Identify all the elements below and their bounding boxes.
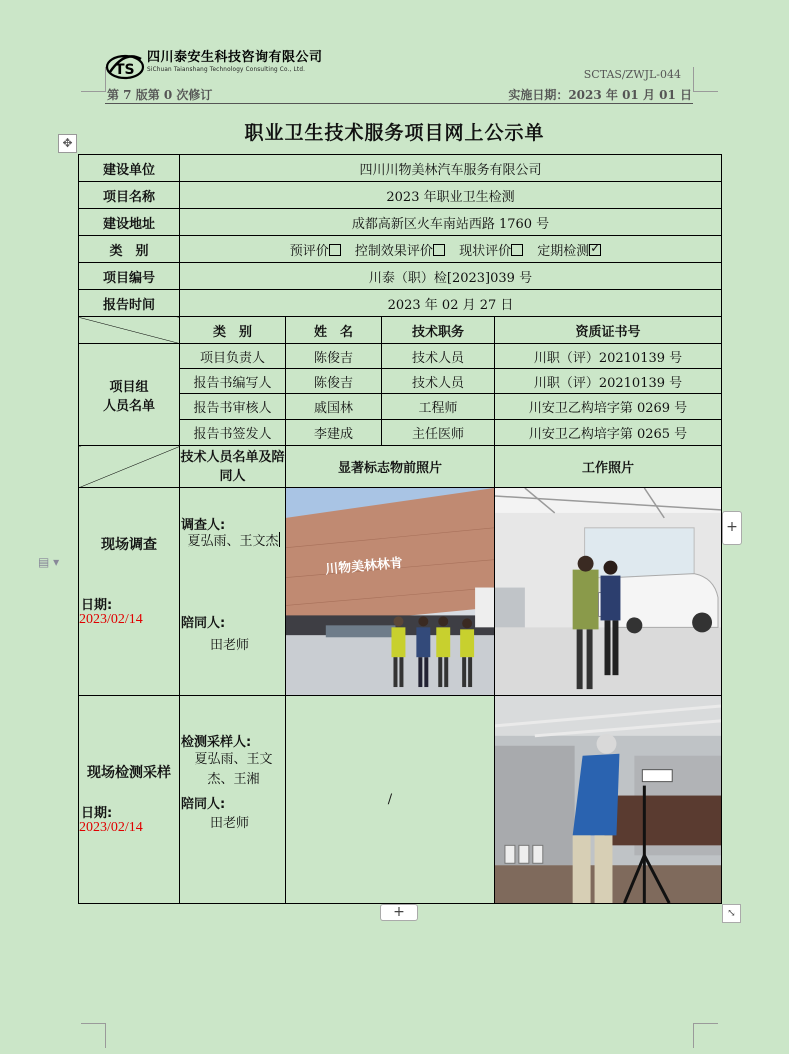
survey-work-photo[interactable] [495, 488, 722, 696]
staff-cert[interactable]: 川安卫乙构培字第 0269 号 [495, 394, 722, 420]
survey-companion-label: 陪同人: [181, 616, 226, 631]
category-label: 类 别 [79, 236, 180, 263]
project-no-value[interactable]: 川泰（职）检[2023]039 号 [180, 263, 722, 290]
photo-header-landmark: 显著标志物前照片 [286, 446, 495, 488]
investigator-label: 调查人: [181, 518, 226, 533]
table-resize-handle-icon[interactable]: ⤡ [722, 904, 741, 923]
svg-text:TS: TS [115, 62, 135, 78]
paste-options-icon[interactable]: ▤ ▾ [38, 555, 60, 569]
crop-mark-bottom-left [81, 1023, 106, 1048]
staff-cert[interactable]: 川职（评）20210139 号 [495, 369, 722, 394]
checkbox-control-eval[interactable] [433, 244, 445, 256]
header-divider [105, 103, 693, 104]
staff-name[interactable]: 李建成 [286, 420, 382, 446]
sampling-staff-cell [180, 696, 286, 904]
company-name-cn: 四川泰安生科技咨询有限公司 [147, 50, 323, 65]
crop-mark-bottom-right [693, 1023, 718, 1048]
storefront-sign-text: 川物美林林肯 [324, 555, 404, 578]
sampler-label: 检测采样人: [181, 735, 252, 751]
sampling-landmark-empty[interactable]: / [286, 696, 495, 904]
project-name-label: 项目名称 [79, 182, 180, 209]
staff-role[interactable]: 报告书签发人 [180, 420, 286, 446]
checkbox-periodic-test[interactable] [589, 244, 601, 256]
staff-group-label: 项目组 人员名单 [79, 344, 180, 446]
address-value[interactable]: 成都高新区火车南站西路 1760 号 [180, 209, 722, 236]
text-cursor [279, 532, 280, 547]
storefront-photo [286, 488, 494, 695]
report-time-value[interactable]: 2023 年 02 月 27 日 [180, 290, 722, 317]
company-logo [105, 50, 323, 82]
survey-date[interactable]: 2023/02/14 [79, 612, 143, 627]
survey-landmark-photo[interactable] [286, 488, 495, 696]
option-periodic-test[interactable]: 定期检测✓ [537, 244, 611, 259]
survey-date-label: 日期: [81, 598, 113, 613]
staff-role[interactable]: 项目负责人 [180, 344, 286, 369]
project-name-value[interactable]: 2023 年职业卫生检测 [180, 182, 722, 209]
unit-label: 建设单位 [79, 155, 180, 182]
survey-label-cell [79, 488, 180, 696]
staff-cert[interactable]: 川安卫乙构培字第 0265 号 [495, 420, 722, 446]
unit-value[interactable]: 四川川物美林汽车服务有限公司 [180, 155, 722, 182]
investigator-names[interactable]: 夏弘雨、王文杰 [187, 534, 279, 549]
staff-title[interactable]: 工程师 [382, 394, 495, 420]
version-text: 第 7 版第 0 次修订 [107, 88, 213, 102]
add-row-button[interactable]: + [380, 904, 418, 921]
staff-header-name: 姓 名 [286, 317, 382, 344]
photo-header-work: 工作照片 [495, 446, 722, 488]
address-label: 建设地址 [79, 209, 180, 236]
staff-title[interactable]: 技术人员 [382, 369, 495, 394]
photo-header-diagonal [79, 446, 180, 488]
staff-title[interactable]: 主任医师 [382, 420, 495, 446]
company-name-en: SiChuan Taianshang Technology Consulting Co., Ltd. [147, 66, 306, 73]
staff-header-title: 技术职务 [382, 317, 495, 344]
sampling-work-photo[interactable] [495, 696, 722, 904]
effective-date: 实施日期：2023 年 01 月 01 日 [508, 88, 692, 102]
report-time-label: 报告时间 [79, 290, 180, 317]
spray-booth-sampling-photo [495, 696, 721, 903]
staff-name[interactable]: 陈俊吉 [286, 369, 382, 394]
garage-inspection-photo [495, 488, 721, 695]
sampling-label: 现场检测采样 [87, 765, 171, 782]
crop-mark-top-right [693, 67, 718, 92]
add-column-button[interactable]: + [722, 511, 742, 545]
category-options [180, 236, 722, 263]
document-number: SCTAS/ZWJL-044 [583, 68, 681, 81]
staff-role[interactable]: 报告书审核人 [180, 394, 286, 420]
survey-label: 现场调查 [101, 537, 157, 553]
staff-role[interactable]: 报告书编写人 [180, 369, 286, 394]
staff-title[interactable]: 技术人员 [382, 344, 495, 369]
survey-staff-cell [180, 488, 286, 696]
logo-icon [105, 50, 145, 82]
survey-companion[interactable]: 田老师 [210, 638, 250, 653]
option-pre-eval[interactable]: 预评价 [290, 244, 351, 259]
option-control-eval[interactable]: 控制效果评价 [355, 244, 455, 259]
publicity-form-table [78, 154, 722, 904]
staff-name[interactable]: 戚国林 [286, 394, 382, 420]
sampling-label-cell [79, 696, 180, 904]
staff-header-role: 类 别 [180, 317, 286, 344]
checkbox-pre-eval[interactable] [329, 244, 341, 256]
option-status-eval[interactable]: 现状评价 [459, 244, 533, 259]
page-title: 职业卫生技术服务项目网上公示单 [244, 122, 545, 144]
staff-header-diagonal [79, 317, 180, 344]
sampler-names[interactable]: 夏弘雨、王文杰、王湘 [194, 752, 273, 788]
staff-header-cert: 资质证书号 [495, 317, 722, 344]
crop-mark-top-left [81, 67, 106, 92]
sampling-date[interactable]: 2023/02/14 [79, 820, 143, 836]
table-move-handle-icon[interactable]: ✥ [58, 134, 77, 153]
sampling-companion-label: 陪同人: [181, 797, 226, 813]
photo-header-staff: 技术人员名单及陪同人 [180, 446, 286, 488]
sampling-date-label: 日期: [81, 806, 113, 822]
checkbox-status-eval[interactable] [511, 244, 523, 256]
staff-cert[interactable]: 川职（评）20210139 号 [495, 344, 722, 369]
staff-name[interactable]: 陈俊吉 [286, 344, 382, 369]
project-no-label: 项目编号 [79, 263, 180, 290]
sampling-companion[interactable]: 田老师 [210, 816, 250, 832]
